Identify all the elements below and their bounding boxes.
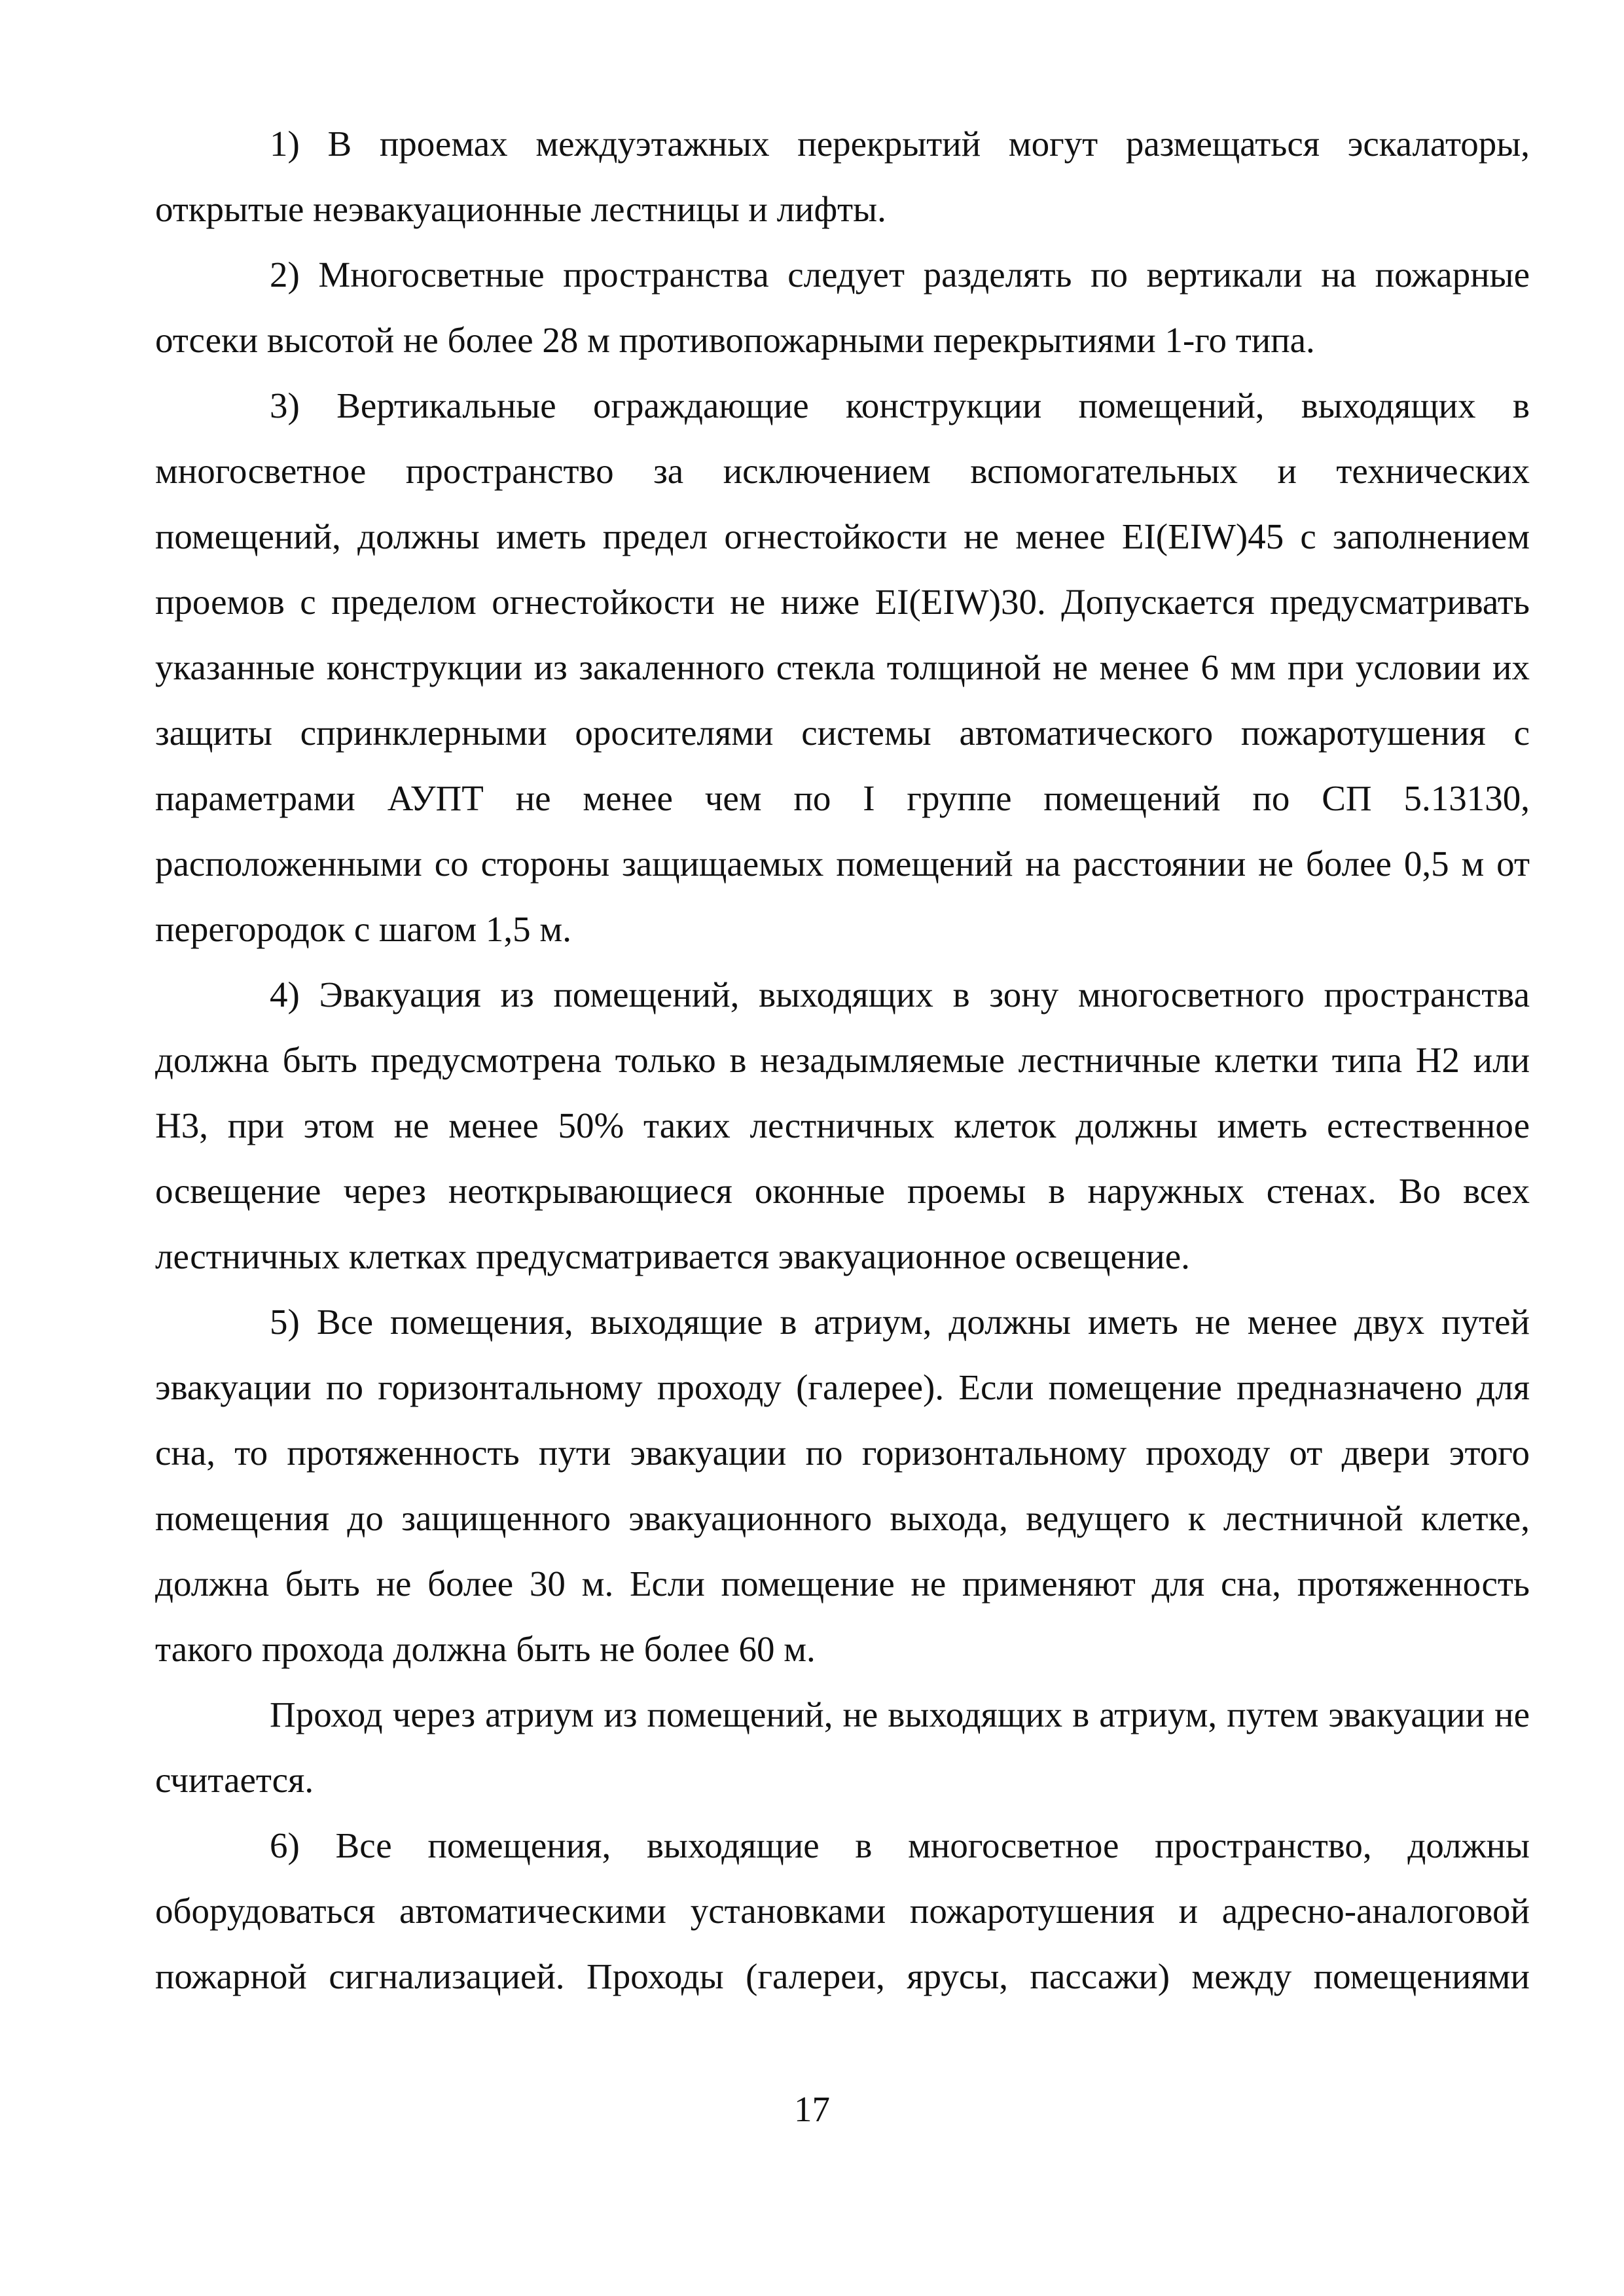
paragraph-item-3: 3) Вертикальные ограждающие конструкции помещений, выходящих в многосветное пространство за исключением вспомогательных и технических помещений, должны иметь предел огнестойкости не менее EI(EIW)45 с заполнением проемов с пределом огнестойкости не ниже EI(EIW)30. Допускается предусматривать указанные конструкции из закаленного стекла толщиной не менее 6 мм при условии их защиты спринклерными оросителями системы автоматического пожаротушения с параметрами АУПТ не менее чем по I группе помещений по СП 5.13130, расположенными со стороны защищаемых помещений на расстоянии не более 0,5 м от перегородок с шагом 1,5 м. (155, 386, 1530, 949)
paragraph-item-5: 5) Все помещения, выходящие в атриум, должны иметь не менее двух путей эвакуации по горизонтальному проходу (галерее). Если помещение предназначено для сна, то протяженность пути эвакуации по горизонтальному проходу от двери этого помещения до защищенного эвакуационного выхода, ведущего к лестничной клетке, должна быть не более 30 м. Если помещение не применяют для сна, протяженность такого прохода должна быть не более 60 м. (155, 1302, 1530, 1669)
paragraph-item-6: 6) Все помещения, выходящие в многосветное пространство, должны оборудоваться автоматическими установками пожаротушения и адресно-аналоговой пожарной сигнализацией. Проходы (галереи, ярусы, пассажи) между помещениями (155, 1825, 1530, 1996)
paragraph-item-4: 4) Эвакуация из помещений, выходящих в зону многосветного пространства должна быть предусмотрена только в незадымляемые лестничные клетки типа Н2 или Н3, при этом не менее 50% таких лестничных клеток должны иметь естественное освещение через неоткрывающиеся оконные проемы в наружных стенах. Во всех лестничных клетках предусматривается эвакуационное освещение. (155, 975, 1530, 1276)
paragraph-atrium-note: Проход через атриум из помещений, не выходящих в атриум, путем эвакуации не считается. (155, 1695, 1530, 1800)
paragraph-item-2: 2) Многосветные пространства следует разделять по вертикали на пожарные отсеки высотой не более 28 м противопожарными перекрытиями 1-го типа. (155, 255, 1530, 360)
page-number: 17 (794, 2089, 830, 2129)
paragraph-item-1: 1) В проемах междуэтажных перекрытий могут размещаться эскалаторы, открытые неэвакуационные лестницы и лифты. (155, 124, 1530, 229)
page-body (155, 111, 1530, 2009)
